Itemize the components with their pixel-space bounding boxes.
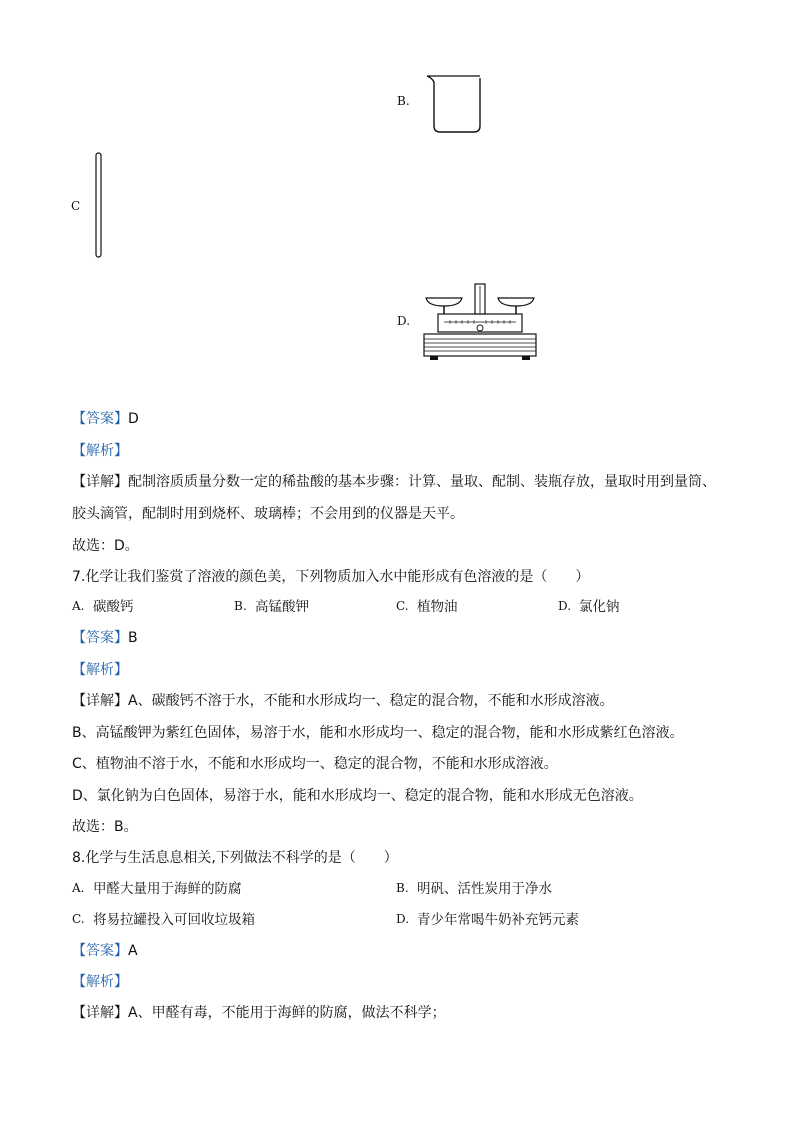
figure-c-label: C (71, 199, 81, 213)
q7-detail-line-4: D、氯化钠为白色固体，易溶于水，能和水形成均一、稳定的混合物，能和水形成无色溶液。 (72, 788, 643, 804)
detail-text: 配制溶质质量分数一定的稀盐酸的基本步骤：计算、量取、配制、装瓶存放，量取时用到量筒、 (128, 474, 716, 490)
q7-detail-line-2: B、高锰酸钾为紫红色固体，易溶于水，能和水形成均一、稳定的混合物，能和水形成紫红色溶液。 (72, 725, 684, 741)
q7-stem: 7.化学让我们鉴赏了溶液的颜色美，下列物质加入水中能形成有色溶液的是（ ） (72, 569, 590, 585)
q7-detail-line-3: C、植物油不溶于水，不能和水形成均一、稳定的混合物，不能和水形成溶液。 (72, 756, 558, 772)
detail-tag: 【详解】 (72, 474, 128, 490)
q8-option-c-text: 将易拉罐投入可回收垃圾箱 (93, 912, 255, 928)
q7-option-b-text: 高锰酸钾 (255, 599, 309, 615)
answer-value: D (128, 411, 139, 427)
answer-tag: 【答案】 (72, 411, 128, 427)
q6-analysis-line (72, 441, 128, 461)
q7-detail-line-1 (72, 691, 614, 711)
q7-option-c-text: 植物油 (417, 599, 458, 615)
figure-b-label: B. (397, 94, 410, 108)
detail-tag: 【详解】 (72, 1005, 128, 1021)
answer-tag: 【答案】 (72, 943, 128, 959)
q7-conclusion: 故选：B。 (72, 819, 138, 835)
q7-option-c-label: C. (396, 599, 409, 613)
q7-analysis-line (72, 660, 128, 680)
answer-value: A (128, 943, 138, 959)
q6-detail-line-2: 胶头滴管，配制时用到烧杯、玻璃棒；不会用到的仪器是天平。 (72, 506, 464, 522)
q8-option-a-text: 甲醛大量用于海鲜的防腐 (93, 881, 242, 897)
answer-tag: 【答案】 (72, 630, 128, 646)
balance-figure (420, 276, 540, 362)
beaker-figure (424, 70, 484, 136)
q8-option-b-label: B. (396, 881, 409, 895)
q8-option-c-label: C. (72, 912, 85, 926)
figure-d-label: D. (397, 314, 411, 328)
q7-option-a-label: A. (72, 599, 85, 613)
analysis-tag: 【解析】 (72, 974, 128, 990)
q6-conclusion: 故选：D。 (72, 538, 139, 554)
q8-option-a-label: A. (72, 881, 85, 895)
q8-option-d-label: D. (396, 912, 410, 926)
q8-option-b-text: 明矾、活性炭用于净水 (417, 881, 552, 897)
q7-option-a-text: 碳酸钙 (93, 599, 134, 615)
q7-option-b-label: B. (234, 599, 247, 613)
analysis-tag: 【解析】 (72, 662, 128, 678)
q6-answer-line (72, 409, 139, 429)
answer-value: B (128, 630, 138, 646)
q8-answer-line (72, 941, 138, 961)
q7-option-d-label: D. (558, 599, 572, 613)
q7-option-d-text: 氯化钠 (579, 599, 620, 615)
detail-text: A、碳酸钙不溶于水，不能和水形成均一、稳定的混合物，不能和水形成溶液。 (128, 693, 614, 709)
q6-detail-line-1 (72, 472, 716, 492)
detail-text: A、甲醛有毒，不能用于海鲜的防腐，做法不科学； (128, 1005, 446, 1021)
q7-answer-line (72, 628, 138, 648)
glass-rod-figure (93, 150, 105, 260)
q8-stem: 8.化学与生活息息相关,下列做法不科学的是（ ） (72, 850, 398, 866)
q8-option-d-text: 青少年常喝牛奶补充钙元素 (417, 912, 579, 928)
q8-analysis-line (72, 972, 128, 992)
detail-tag: 【详解】 (72, 693, 128, 709)
q8-detail-line-1 (72, 1003, 446, 1023)
analysis-tag: 【解析】 (72, 443, 128, 459)
